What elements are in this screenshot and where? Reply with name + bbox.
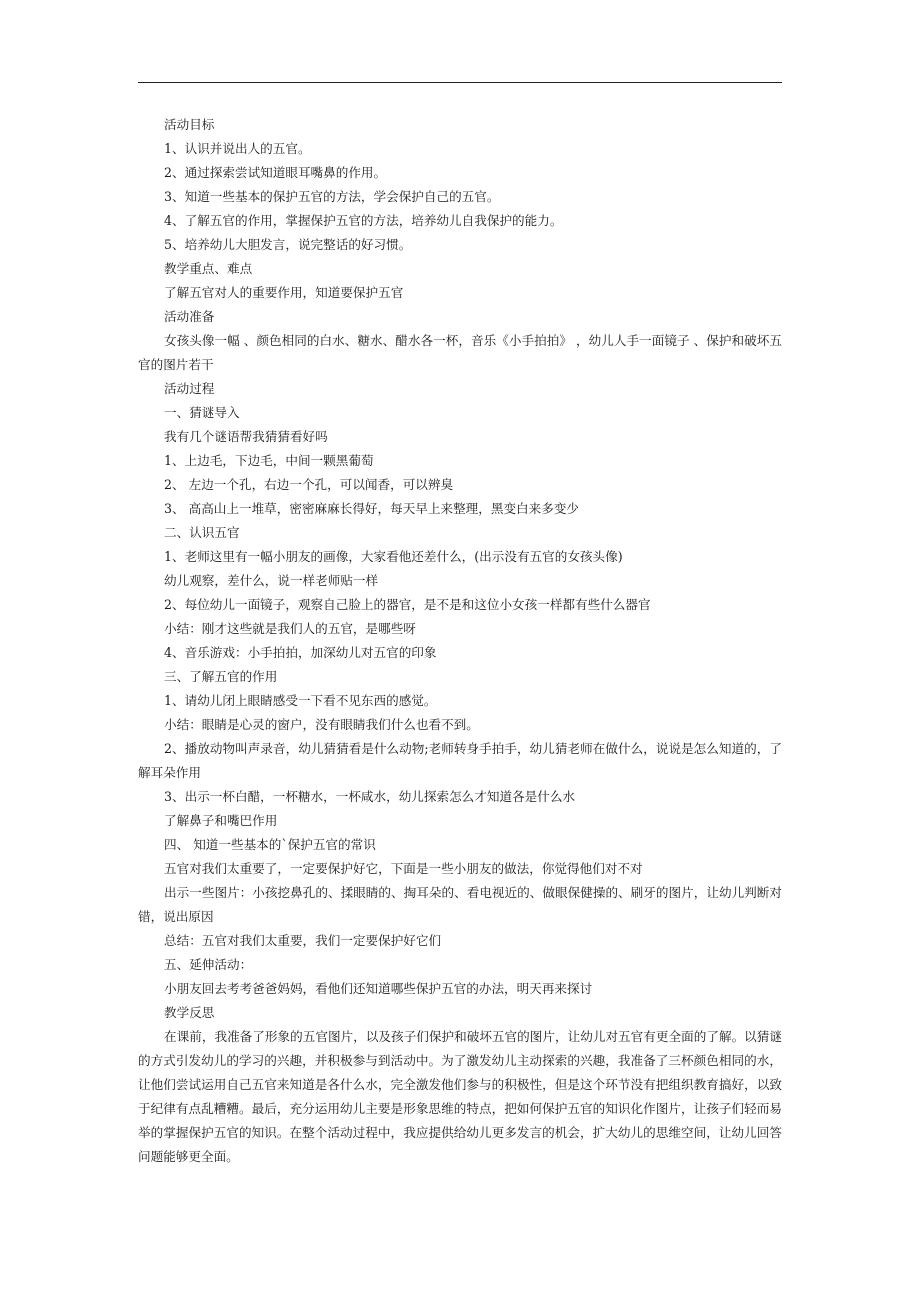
- text-line: 五官对我们太重要了，一定要保护好它，下面是一些小朋友的做法，你觉得他们对不对: [164, 861, 643, 876]
- text-line: 四、 知道一些基本的`保护五官的常识: [164, 837, 376, 852]
- paragraph: 在课前，我准备了形象的五官图片，以及孩子们保护和破坏五官的图片，让幼儿对五官有更全面的了解。以猜谜的方式引发幼儿的学习的兴趣，并积极参与到活动中。为了激发幼儿主动探索的兴趣，我准备了三杯颜色相同的水，让他们尝试运用自己五官来知道是各什么水，完全激发他们参与的积极性，但是这个环节没有把组织教育搞好，以致于纪律有点乱糟糟。最后，充分运用幼儿主要是形象思维的特点，把如何保护五官的知识化作图片，让孩子们轻而易举的掌握保护五官的知识。在整个活动过程中，我应提供给幼儿更多发言的机会，扩大幼儿的思维空间，让幼儿回答问题能够更全面。: [138, 1029, 782, 1164]
- text-line: 五、延伸活动：: [164, 957, 253, 972]
- text-line: 活动目标: [164, 117, 215, 132]
- text-line: 1、上边毛，下边毛，中间一颗黑葡萄: [164, 453, 374, 468]
- text-line: 3、知道一些基本的保护五官的方法，学会保护自己的五官。: [164, 189, 500, 204]
- text-line: 2、 左边一个孔，右边一个孔，可以闻香，可以辨臭: [164, 477, 454, 492]
- text-line: 了解五官对人的重要作用，知道要保护五官: [164, 285, 404, 300]
- text-line: 二、认识五官: [164, 525, 240, 540]
- text-line: 一、猜谜导入: [164, 405, 240, 420]
- text-line: 3、出示一杯白醋，一杯糖水，一杯咸水，幼儿探索怎么才知道各是什么水: [164, 789, 576, 804]
- text-line: 教学反思: [164, 1005, 215, 1020]
- text-line: 活动过程: [164, 381, 215, 396]
- text-line: 3、 高高山上一堆草，密密麻麻长得好，每天早上来整理，黑变白来多变少: [164, 501, 580, 516]
- text-line: 幼儿观察，差什么，说一样老师贴一样: [164, 573, 379, 588]
- text-line: 4、了解五官的作用，掌握保护五官的方法，培养幼儿自我保护的能力。: [164, 213, 563, 228]
- text-line: 1、认识并说出人的五官。: [164, 141, 311, 156]
- text-line: 活动准备: [164, 309, 215, 324]
- text-line: 教学重点、难点: [164, 261, 253, 276]
- text-line: 小结：刚才这些就是我们人的五官，是哪些呀: [164, 621, 416, 636]
- text-line: 2、每位幼儿一面镜子，观察自己脸上的器官，是不是和这位小女孩一样都有些什么器官: [164, 597, 651, 612]
- text-line: 1、请幼儿闭上眼睛感受一下看不见东西的感觉。: [164, 693, 437, 708]
- document-body: [138, 113, 782, 1169]
- text-line: 4、音乐游戏：小手拍拍，加深幼儿对五官的印象: [164, 645, 437, 660]
- text-line: 我有几个谜语帮我猜猜看好吗: [164, 429, 328, 444]
- text-line: 1、老师这里有一幅小朋友的画像，大家看他还差什么，(出示没有五官的女孩头像): [164, 549, 623, 564]
- text-line: 总结：五官对我们太重要，我们一定要保护好它们: [164, 933, 442, 948]
- paragraph: 2、播放动物叫声录音，幼儿猜猜看是什么动物;老师转身手拍手，幼儿猜老师在做什么，说说是怎么知道的，了解耳朵作用: [138, 741, 782, 780]
- text-line: 三、了解五官的作用: [164, 669, 278, 684]
- text-line: 5、培养幼儿大胆发言，说完整话的好习惯。: [164, 237, 412, 252]
- text-line: 了解鼻子和嘴巴作用: [164, 813, 278, 828]
- text-line: 2、通过探索尝试知道眼耳嘴鼻的作用。: [164, 165, 387, 180]
- header-rule: [138, 82, 782, 83]
- text-line: 小结：眼睛是心灵的窗户，没有眼睛我们什么也看不到。: [164, 717, 479, 732]
- paragraph: 出示一些图片：小孩挖鼻孔的、揉眼睛的、掏耳朵的、看电视近的、做眼保健操的、刷牙的图片，让幼儿判断对错，说出原因: [138, 885, 782, 924]
- paragraph: 女孩头像一幅 、颜色相同的白水、糖水、醋水各一杯，音乐《小手拍拍》 ，幼儿人手一面镜子 、保护和破坏五官的图片若干: [138, 333, 782, 372]
- text-line: 小朋友回去考考爸爸妈妈，看他们还知道哪些保护五官的办法，明天再来探讨: [164, 981, 593, 996]
